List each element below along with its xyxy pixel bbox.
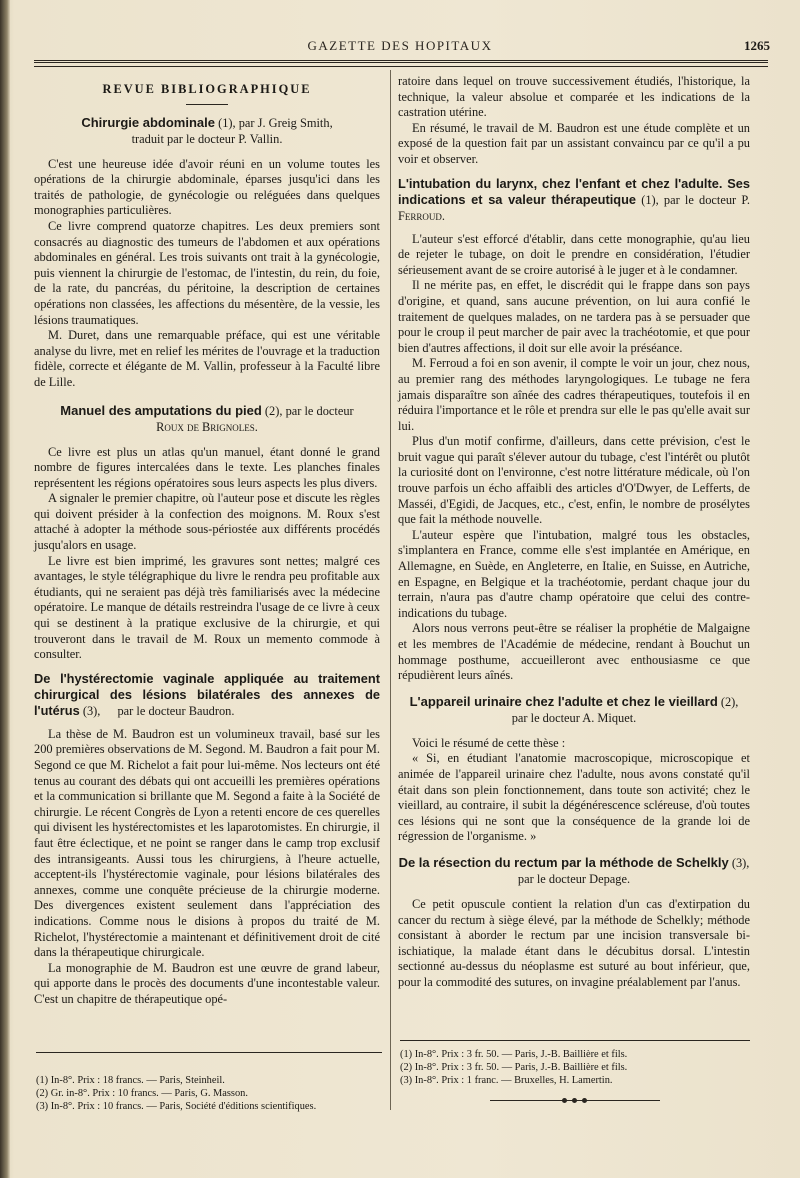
paragraph: L'auteur espère que l'intubation, malgré tous les obstacles, s'implantera en France, comme elle s'est implantée en Amérique, en Allemagne, en Suède, en Angleterre, en Italie, en Suisse, en Autriche, en Espagne, en Belgique et la trachéotomie, perdant chaque jour du terrain, n'aura pas d'autre champ opératoire que celui des contre-indications du tubage. [398, 527, 750, 620]
footnote: (3) In-8°. Prix : 10 francs. — Paris, Société d'éditions scientifiques. [36, 1101, 317, 1112]
footnote-rule-left [36, 1052, 382, 1053]
footnote-rule-right [400, 1040, 750, 1041]
article-title-1-text: Chirurgie abdominale [81, 114, 215, 130]
header-thin-rule [34, 66, 768, 67]
paragraph: C'est une heureuse idée d'avoir réuni en un volume toutes les opérations de la chirurgie abdominale, éparses jusqu'ici dans les traités de pathologie, de gynécologie ou reléguées dans quelques monographies particulières. [34, 156, 380, 218]
right-column [398, 74, 750, 991]
paragraph: ratoire dans lequel on trouve successivement étudiés, l'historique, la technique, la valeur absolue et comparée et les indications de la castration utérine. [398, 74, 750, 120]
article-byline-1: traduit par le docteur P. Vallin. [131, 131, 283, 146]
book-spine-edge [0, 0, 10, 1178]
paragraph: Ce livre est plus un atlas qu'un manuel, étant donné le grand nombre de figures intercalées dans le texte. Les planches finales représentent les régions opératoires sous leurs aspects les plus divers. [34, 444, 380, 490]
article-title-2-rest: (2), par le docteur [261, 403, 354, 418]
article-title-1 [34, 115, 380, 147]
paragraph: Le livre est bien imprimé, les gravures sont nettes; malgré ces avantages, le style télégraphique du livre le rendra peu profitable aux étudiants, qui ne seraient pas déjà très familiarisés avec la médecine opératoire. Le manque de détails restreindra l'usage de ce livre à ceux qui se destinent à la pratique exclusive de la chirurgie, et qui trouveront dans le travail de M. Roux un memento commode à consulter. [34, 553, 380, 662]
footnote: (2) In-8°. Prix : 3 fr. 50. — Paris, J.-B. Baillière et fils. [400, 1062, 628, 1073]
paragraph: Plus d'un motif confirme, d'ailleurs, dans cette prévision, c'est le bruit vague qui paraît s'élever autour du tubage, c'est l'intérêt ou plutôt la curiosité dont on l'environne, c'est notre littérature médicale, où l'on trouve parfois un écho affaibli des articles d'O'Dwyer, de Lefferts, de Masséi, d'Egidi, de Jacques, etc., c'est, enfin, le nombre de prosélytes que fait la méthode nouvelle. [398, 434, 750, 527]
article-title-4 [398, 176, 750, 224]
paragraph: « Si, en étudiant l'anatomie macroscopique, microscopique et animée de l'appareil urinaire chez l'adulte, nous avons constaté qu'il était dans son plein fonctionnement, dans toute son activité; chez le vieillard, au contraire, il subit la dégénérescence scléreuse, d'où toutes ces lésions qui ne sont que la conséquence de la grande loi de régression de l'organisme. » [398, 751, 750, 844]
left-column [34, 74, 380, 1008]
article-byline-6: par le docteur Depage. [517, 871, 631, 886]
article-title-4-text: L'intubation du larynx, chez l'enfant et chez l'adulte. Ses indications et sa valeur thérapeutique [398, 175, 750, 207]
footnote: (1) In-8°. Prix : 3 fr. 50. — Paris, J.-B. Baillière et fils. [400, 1049, 628, 1060]
article-title-6 [398, 855, 750, 887]
paragraph: M. Duret, dans une remarquable préface, qui est une véritable analyse du livre, met en relief les mérites de l'ouvrage et la traduction fidèle, correcte et élégante de M. Vallin, professeur à la Faculté libre de Lille. [34, 328, 380, 389]
article-title-3 [34, 671, 380, 719]
article-byline-2: Roux de Brignoles. [156, 419, 258, 434]
ornament-dot [572, 1098, 577, 1103]
article-title-4-rest: (1), par le docteur [636, 192, 742, 207]
paragraph: M. Ferroud a foi en son avenir, il compte le voir un jour, chez nous, au premier rang des méthodes laryngologiques. Le tubage ne fera jamais disparaître son aînée des cadres thérapeutiques, toutefois il en réduira l'importance et le rôle et prendra sur elle le pas qu'elle avait sur lui. [398, 356, 750, 433]
article-title-5-text: L'appareil urinaire chez l'adulte et chez le vieillard [409, 693, 718, 709]
article-title-5 [398, 694, 750, 726]
article-title-2-text: Manuel des amputations du pied [60, 402, 262, 418]
running-title: GAZETTE DES HOPITAUX [307, 38, 493, 53]
footnotes-left [36, 1074, 382, 1113]
paragraph: Ce livre comprend quatorze chapitres. Les deux premiers sont consacrés au diagnostic des tumeurs de l'abdomen et aux opérations abdominales en général. Les trois suivants ont trait à la gynécologie, puis viennent la chirurgie de l'estomac, de l'intestin, du rein, du foie, de la rate, du pancréas, du péritoine, la description de certaines opérations non classées, les affections du mésentère, de la vessie, les lésions traumatiques. [34, 218, 380, 327]
footnote: (2) Gr. in-8°. Prix : 10 francs. — Paris, G. Masson. [36, 1088, 248, 1099]
article-title-6-text: De la résection du rectum par la méthode de Schelkly [398, 854, 729, 870]
article-title-5-rest: (2), [717, 694, 739, 709]
section-rule [186, 104, 228, 105]
section-heading: REVUE BIBLIOGRAPHIQUE [102, 82, 312, 96]
ornament-dot [562, 1098, 567, 1103]
paragraph: Ce petit opuscule contient la relation d'un cas d'extirpation du cancer du rectum à siège élevé, par la méthode de Schelkly; méthode consistant à aborder le rectum par une incision transversale bi-ischiatique, la malade étant dans le décubitus dorsal. L'intestin sectionné au-dessus du néoplasme est suturé au bout inférieur, que, pour la commodité des sutures, on invagine préalablement par l'anus. [398, 896, 750, 989]
end-ornament [490, 1098, 660, 1104]
paragraph: La thèse de M. Baudron est un volumineux travail, basé sur les 200 premières observations de M. Segond. M. Baudron a fait pour M. Segond ce que M. Richelot a fait pour lui-même. Nos lecteurs ont été tenus au courant des débats qui ont accueilli les premières opérations et la communication si brillante que M. Segond a faite à la Société de chirurgie. Le récent Congrès de Lyon a retenti encore de ces querelles qui divisent les hystérectomistes et les laparotomistes. En chirurgie, il faut être éclectique, et ne point se ranger dans le camp trop exclusif des intransigeants. Aussi tous les chirurgiens, à l'heure actuelle, acceptent-ils l'hystérectomie vaginale, pour lésions bilatérales des annexes, comme une conquête précieuse de la chirurgie moderne. Des divergences existent seulement dans l'appréciation des indications. Comme nous le disions à propos du traité de M. Richelot, l'hystérectomie a maintenant et définitivement droit de cité dans la thérapeutique chirurgicale. [34, 726, 380, 960]
paragraph: A signaler le premier chapitre, où l'auteur pose et discute les règles qui doivent présider à la confection des moignons. M. Roux s'est attaché à adopter la méthode sous-périostée aux différents procédés jusqu'alors en usage. [34, 491, 380, 553]
column-separator [390, 70, 391, 1110]
page-number: 1265 [744, 38, 770, 53]
ornament-dot [582, 1098, 587, 1103]
page-header [30, 38, 770, 56]
article-title-6-rest: (3), [728, 855, 750, 870]
article-title-2 [34, 403, 380, 435]
article-byline-5: par le docteur A. Miquet. [511, 710, 637, 725]
footnote: (3) In-8°. Prix : 1 franc. — Bruxelles, H. Lamertin. [400, 1075, 613, 1086]
article-author-4: P. Ferroud. [398, 192, 750, 223]
article-title-3-text: De l'hystérectomie vaginale appliquée au traitement chirurgical des lésions bilatérales des annexes de l'utérus [34, 670, 380, 718]
article-byline-3: par le docteur Baudron. [117, 703, 235, 718]
paragraph: Il ne mérite pas, en effet, le discrédit qui le frappe dans son pays d'origine, et quand, sans aucune prévention, on lui aura confié le traitement de quelques malades, on ne tardera pas à se persuader que pour le croup il peut marcher de pair avec la trachéotomie, et que pour bien d'autres affections, il doit sur elle avoir la préséance. [398, 278, 750, 355]
paragraph: Alors nous verrons peut-être se réaliser la prophétie de Malgaigne et les membres de l'Académie de médecine, rendant à Bouchut un hommage posthume, accueilleront avec enthousiasme ce que répudièrent leurs aînés. [398, 621, 750, 683]
paragraph: La monographie de M. Baudron est une œuvre de grand labeur, qui apporte dans le procès des documents d'une incontestable valeur. C'est un chapitre de thérapeutique opé- [34, 960, 380, 1006]
footnotes-right [400, 1048, 750, 1087]
paragraph: L'auteur s'est efforcé d'établir, dans cette monographie, qu'au lieu de rejeter le tubage, on doit le prendre en considération, l'étudier sérieusement avant de se croire autorisé à le juger et à le condamner. [398, 231, 750, 277]
paragraph: Voici le résumé de cette thèse : [412, 735, 566, 750]
article-title-1-rest: (1), par J. Greig Smith, [214, 115, 333, 130]
footnote: (1) In-8°. Prix : 18 francs. — Paris, Steinheil. [36, 1075, 225, 1086]
header-double-rule [34, 60, 768, 63]
article-title-3-rest: (3), [79, 703, 101, 718]
paragraph: En résumé, le travail de M. Baudron est une étude complète et un exposé de la question fait par un assistant convaincu par ce qu'il a pu voir et observer. [398, 120, 750, 166]
